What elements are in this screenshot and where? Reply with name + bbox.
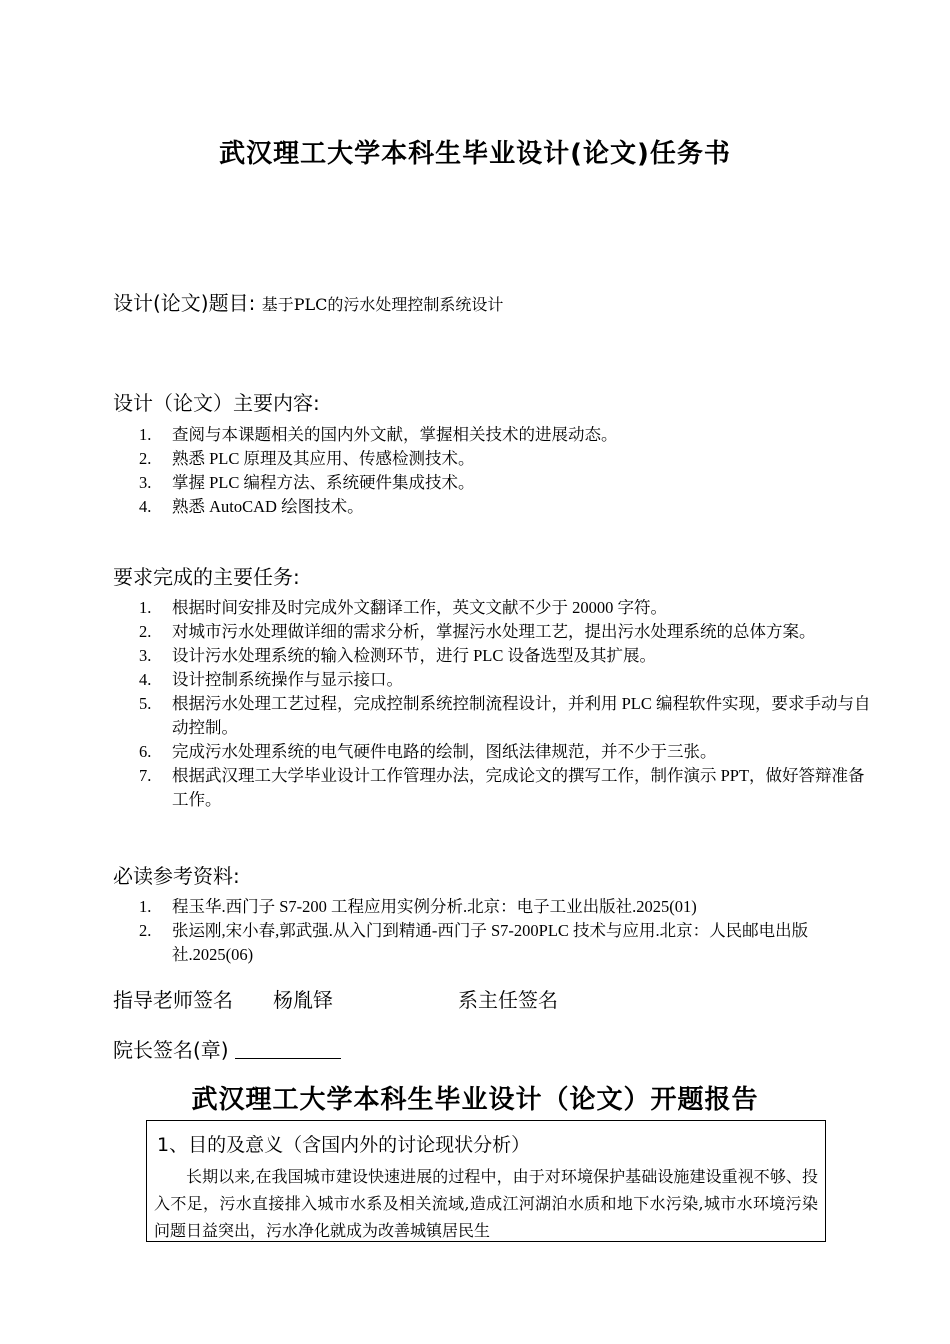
list-number: 4. [139, 670, 152, 689]
list-text: 张运刚,宋小春,郭武强.从入门到精通-西门子 S7-200PLC 技术与应用.北京：人民邮电出版社.2025(06) [172, 921, 809, 964]
list-number: 6. [139, 742, 152, 761]
advisor-signature-label: 指导老师签名 [113, 988, 233, 1012]
list-number: 1. [139, 598, 152, 617]
list-text: 查阅与本课题相关的国内外文献，掌握相关技术的进展动态。 [172, 425, 618, 444]
list-number: 1. [139, 897, 152, 916]
report-section-box [146, 1120, 826, 1242]
list-text: 熟悉 AutoCAD 绘图技术。 [172, 497, 364, 516]
list-number: 7. [139, 766, 152, 785]
tasks-list [113, 596, 873, 812]
report-section-text: 长期以来,在我国城市建设快速进展的过程中，由于对环境保护基础设施建设重视不够、投入不足，污水直接排入城市水系及相关流域,造成江河湖泊水质和地下水污染,城市水环境污染问题日益突出，污水净化就成为改善城镇居民生 [154, 1167, 818, 1240]
task-item [113, 692, 873, 740]
main-content-list [113, 423, 873, 519]
topic-value: 基于PLC的污水处理控制系统设计 [261, 295, 504, 314]
advisor-name: 杨胤铎 [273, 988, 333, 1012]
list-text: 根据污水处理工艺过程，完成控制系统控制流程设计，并利用 PLC 编程软件实现，要求手动与自动控制。 [172, 694, 871, 737]
task-item [113, 620, 873, 644]
reference-item [113, 895, 873, 919]
dean-signature-label: 院长签名(章) [113, 1038, 229, 1062]
report-section-heading: 1、目的及意义（含国内外的讨论现状分析） [157, 1134, 531, 1156]
main-content-item [113, 423, 873, 447]
list-number: 3. [139, 473, 152, 492]
main-content-heading: 设计（论文）主要内容: [113, 391, 320, 415]
list-number: 3. [139, 646, 152, 665]
task-item [113, 740, 873, 764]
list-number: 5. [139, 694, 152, 713]
main-content-item [113, 471, 873, 495]
task-item [113, 764, 873, 812]
task-item [113, 644, 873, 668]
dept-head-signature-label: 系主任签名 [458, 988, 558, 1012]
list-text: 设计控制系统操作与显示接口。 [172, 670, 403, 689]
task-book-title: 武汉理工大学本科生毕业设计(论文)任务书 [219, 139, 731, 169]
report-title: 武汉理工大学本科生毕业设计（论文）开题报告 [191, 1085, 759, 1115]
task-item [113, 668, 873, 692]
tasks-heading: 要求完成的主要任务: [113, 565, 300, 589]
task-item [113, 596, 873, 620]
list-text: 根据时间安排及时完成外文翻译工作，英文文献不少于 20000 字符。 [172, 598, 667, 617]
reference-item [113, 919, 873, 967]
list-number: 2. [139, 622, 152, 641]
main-content-item [113, 447, 873, 471]
references-list [113, 895, 873, 967]
list-text: 完成污水处理系统的电气硬件电路的绘制，图纸法律规范，并不少于三张。 [172, 742, 717, 761]
list-text: 设计污水处理系统的输入检测环节，进行 PLC 设备选型及其扩展。 [172, 646, 657, 665]
topic-label: 设计(论文)题目: [113, 291, 256, 315]
list-text: 对城市污水处理做详细的需求分析，掌握污水处理工艺，提出污水处理系统的总体方案。 [172, 622, 816, 641]
list-number: 4. [139, 497, 152, 516]
list-number: 1. [139, 425, 152, 444]
list-text: 熟悉 PLC 原理及其应用、传感检测技术。 [172, 449, 475, 468]
topic-line [113, 287, 503, 316]
list-text: 根据武汉理工大学毕业设计工作管理办法，完成论文的撰写工作，制作演示 PPT，做好答辩准备工作。 [172, 766, 865, 809]
list-number: 2. [139, 921, 152, 940]
list-text: 程玉华.西门子 S7-200 工程应用实例分析.北京：电子工业出版社.2025(01) [172, 897, 697, 916]
signature-blank [235, 1040, 341, 1059]
main-content-item [113, 495, 873, 519]
list-text: 掌握 PLC 编程方法、系统硬件集成技术。 [172, 473, 475, 492]
dean-signature-line [113, 1034, 341, 1063]
list-number: 2. [139, 449, 152, 468]
references-heading: 必读参考资料: [113, 864, 240, 888]
